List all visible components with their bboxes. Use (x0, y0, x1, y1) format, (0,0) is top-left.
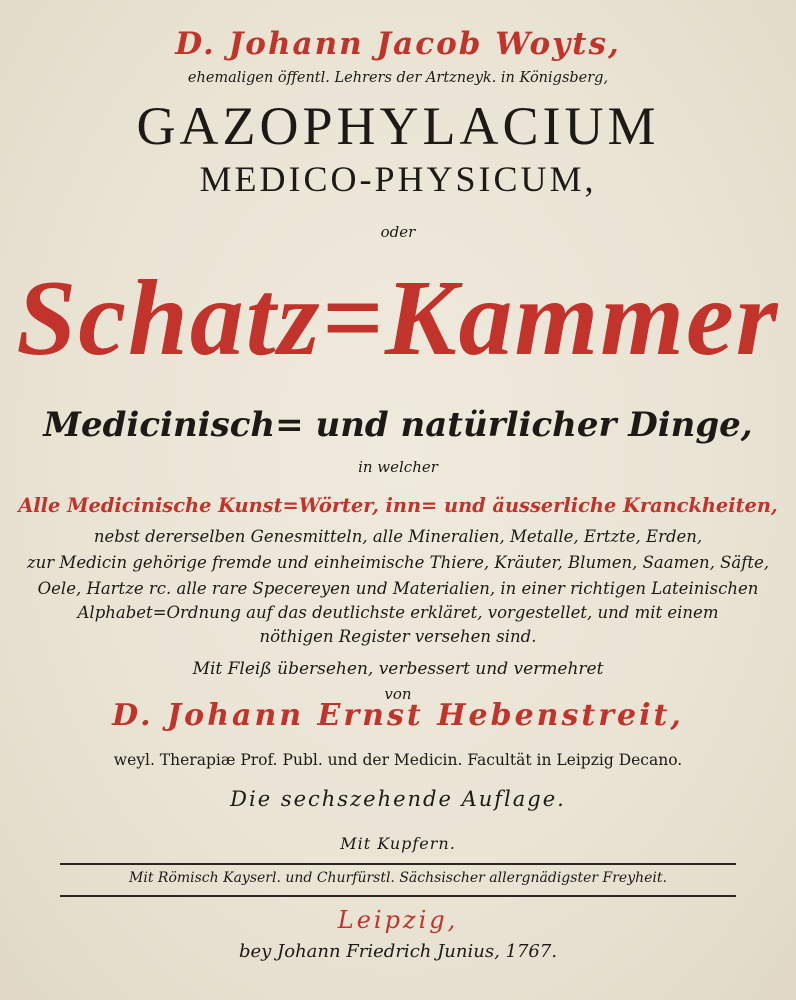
imprint: bey Johann Friedrich Junius, 1767. (238, 941, 558, 962)
publication-place: Leipzig, (337, 906, 459, 934)
latin-title-line-1: GAZOPHYLACIUM (136, 96, 660, 156)
plates-note: Mit Kupfern. (340, 834, 456, 853)
description-line-4: Oele, Hartze rc. alle rare Specereyen und Materialien, in einer richtigen Lateinischen (37, 579, 759, 598)
von-label: von (384, 685, 412, 703)
description-line-2: nebst dererselben Genesmitteln, alle Mineralien, Metalle, Ertzte, Erden, (93, 527, 703, 546)
description-line-1: Alle Medicinische Kunst=Wörter, inn= und äusserliche Kranckheiten, (18, 494, 778, 517)
author-name: D. Johann Jacob Woyts, (175, 26, 621, 62)
subtitle: Medicinisch= und natürlicher Dinge, (43, 405, 753, 445)
editor-subtitle: weyl. Therapiæ Prof. Publ. und der Medicin. Facultät in Leipzig Decano. (113, 751, 683, 769)
bottom-rule (60, 895, 736, 897)
editor-name: D. Johann Ernst Hebenstreit, (112, 698, 684, 733)
privilege-statement: Mit Römisch Kayserl. und Churfürstl. Sächsischer allergnädigster Freyheit. (129, 870, 667, 886)
description-line-5: Alphabet=Ordnung auf das deutlichste erkläret, vorgestellet, und mit einem (77, 603, 719, 622)
description-line-6: nöthigen Register versehen sind. (259, 627, 537, 646)
in-welcher: in welcher (358, 458, 438, 476)
edition-statement: Die sechszehende Auflage. (230, 787, 566, 811)
top-rule (60, 863, 736, 865)
main-title: Schatz=Kammer (16, 259, 780, 378)
conjunction-oder: oder (380, 223, 416, 241)
description-line-3: zur Medicin gehörige fremde und einheimische Thiere, Kräuter, Blumen, Saamen, Säfte, (26, 553, 769, 572)
author-subtitle: ehemaligen öffentl. Lehrers der Artzneyk. in Königsberg, (187, 70, 609, 86)
revised-note: Mit Fleiß übersehen, verbessert und vermehret (192, 659, 604, 679)
latin-title-line-2: MEDICO-PHYSICUM, (199, 159, 597, 199)
